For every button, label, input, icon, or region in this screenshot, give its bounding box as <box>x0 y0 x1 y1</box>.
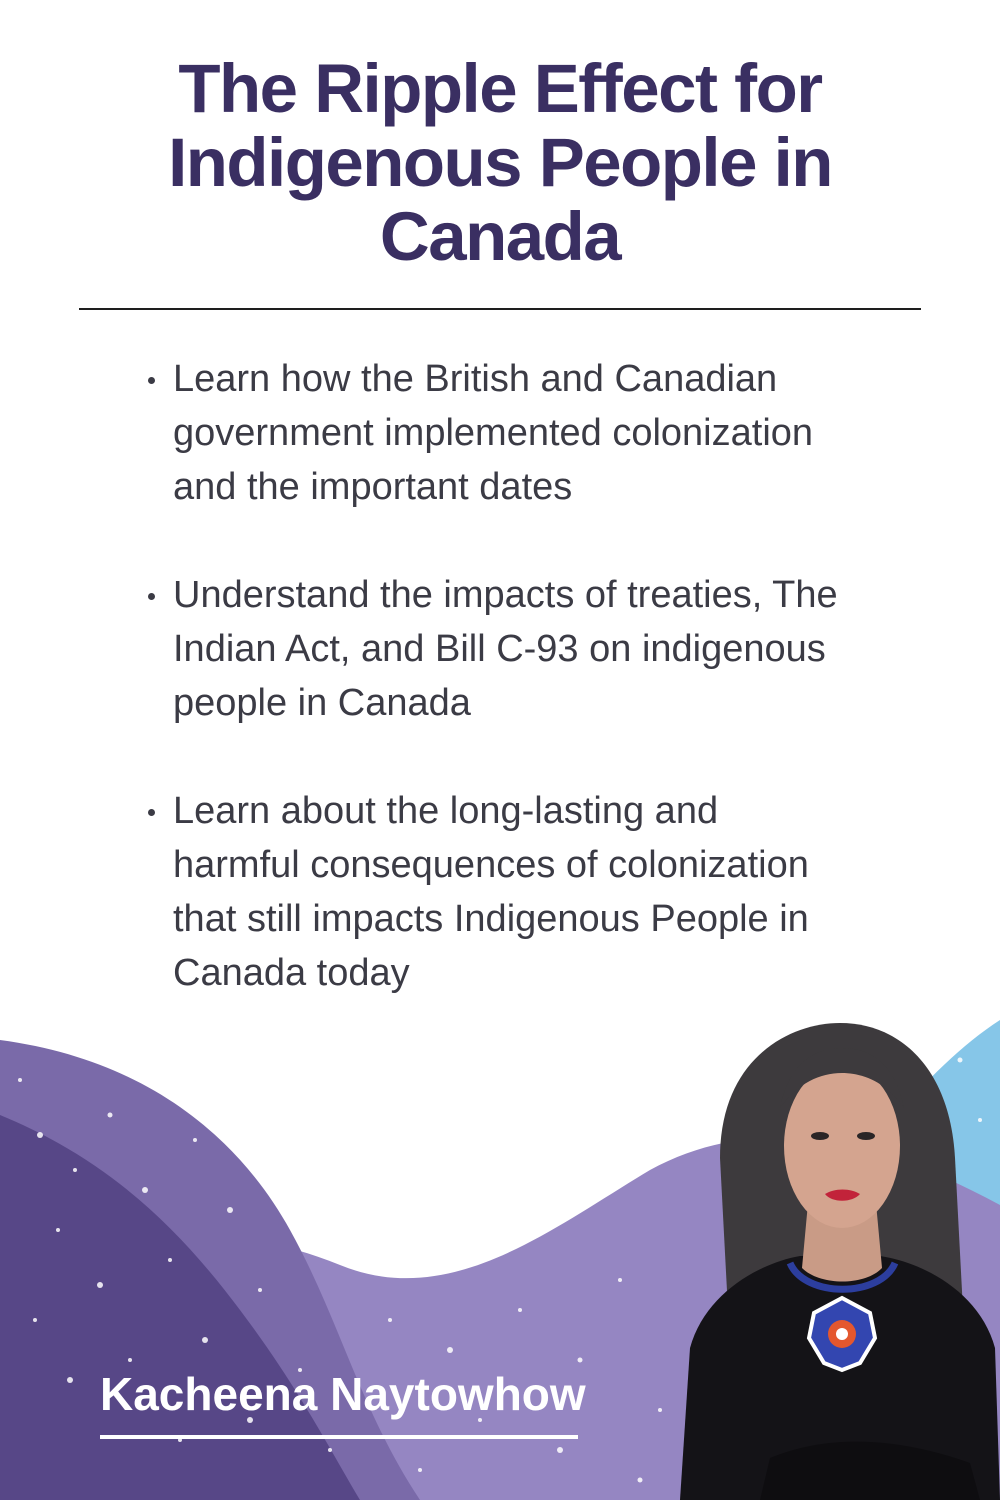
speaker-name-underline <box>100 1435 578 1439</box>
bullet-line: Understand the impacts of treaties, The <box>173 574 838 616</box>
bullet-line: harmful consequences of colonization <box>173 844 809 886</box>
title-line: Canada <box>379 198 621 275</box>
learning-point-colonization-history <box>145 352 935 514</box>
speaker-photo <box>680 1018 1000 1500</box>
bullet-line: and the important dates <box>173 466 573 508</box>
speaker-face <box>784 1064 900 1228</box>
speaker-eye <box>857 1132 875 1140</box>
bullet-line: people in Canada <box>173 682 471 724</box>
speaker-eye <box>811 1132 829 1140</box>
title-line: Indigenous People in <box>168 124 832 201</box>
learning-points-list <box>145 352 935 1054</box>
bullet-dot-icon <box>148 377 155 384</box>
bullet-line: Learn how the British and Canadian <box>173 358 778 400</box>
title-divider <box>79 308 921 310</box>
speaker-pendant-dot <box>836 1328 848 1340</box>
bullet-dot-icon <box>148 593 155 600</box>
bullet-line: that still impacts Indigenous People in <box>173 898 809 940</box>
bullet-line: Canada today <box>173 952 410 994</box>
page-title <box>60 52 940 274</box>
bullet-line: Indian Act, and Bill C-93 on indigenous <box>173 628 826 670</box>
learning-point-lasting-consequences <box>145 784 935 1000</box>
learning-point-treaties-impact <box>145 568 935 730</box>
bullet-dot-icon <box>148 809 155 816</box>
speaker-name: Kacheena Naytowhow <box>100 1368 586 1420</box>
bullet-line: Learn about the long-lasting and <box>173 790 719 832</box>
title-line: The Ripple Effect for <box>178 50 822 127</box>
bullet-line: government implemented colonization <box>173 412 814 454</box>
